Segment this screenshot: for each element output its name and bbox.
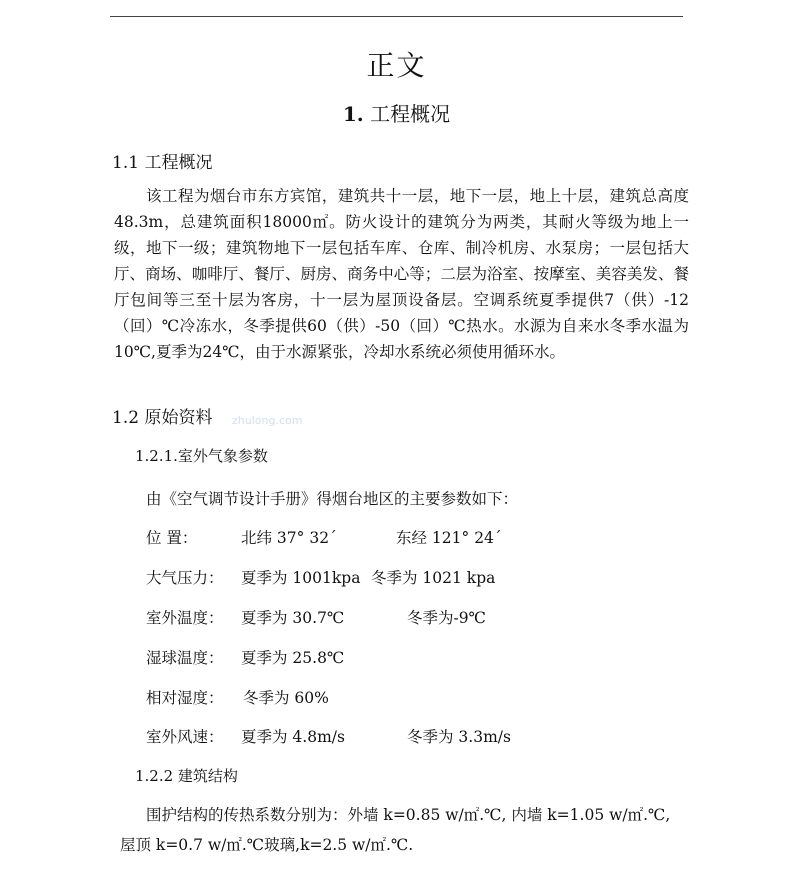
param-label: 大气压力： [146,569,224,587]
param-value-1: 夏季为 1001kpa [241,569,361,587]
param-label: 湿球温度： [146,649,224,667]
heading-1-2: 1.2 原始资料 [112,408,213,428]
param-value-1: 北纬 37° 32ˊ [241,529,337,547]
paragraph-1-2-2-line-2: 屋顶 k=0.7 w/㎡.℃玻璃,k=2.5 w/㎡.℃. [120,836,414,854]
section-1-title: 工程概况 [370,102,451,126]
param-value-2: 冬季为-9℃ [407,609,486,627]
header-rule [110,16,683,17]
heading-1-2-2: 1.2.2 建筑结构 [135,767,238,785]
intro-1-2-1: 由《空气调节设计手册》得烟台地区的主要参数如下： [146,490,519,508]
watermark: zhulong.com [232,414,303,427]
paragraph-1-1: 该工程为烟台市东方宾馆，建筑共十一层，地下一层，地上十层，建筑总高度48.3m，总建筑面积18000㎡。防火设计的建筑分为两类，其耐火等级为地上一级，地下一级；建筑物地下一层包括车库、仓库、制冷机房、水泵房；一层包括大厅、商场、咖啡厅、餐厅、厨房、商务中心等；二层为浴室、按摩室、美容美发、餐厅包间等三至十层为客房，十一层为屋顶设备层。空调系统夏季提供7（供）-12（回）℃冷冻水，冬季提供60（供）-50（回）℃热水。水源为自来水冬季水温为10℃,夏季为24℃，由于水源紧张，冷却水系统必须使用循环水。 [114,187,689,361]
param-label: 室外风速： [146,728,224,746]
param-label: 位 置： [146,529,198,547]
page-title: 正文 [366,49,427,82]
section-1-number: 1. [342,102,364,126]
heading-1-2-1: 1.2.1.室外气象参数 [135,447,268,465]
param-label: 室外温度： [146,609,224,627]
param-value-1: 夏季为 25.8℃ [241,649,345,667]
param-value-1: 冬季为 60% [243,689,329,707]
param-label: 相对湿度： [146,689,224,707]
paragraph-1-2-2-line-1: 围护结构的传热系数分别为：外墙 k=0.85 w/㎡.℃, 内墙 k=1.05 w/㎡.℃, [146,806,671,824]
param-value-2: 东经 121° 24ˊ [396,529,502,547]
param-value-1: 夏季为 30.7℃ [241,609,345,627]
param-value-2: 冬季为 3.3m/s [407,728,511,746]
section-1-heading [0,98,793,127]
param-value-2: 冬季为 1021 kpa [371,569,496,587]
param-value-1: 夏季为 4.8m/s [241,728,345,746]
heading-1-1: 1.1 工程概况 [112,153,213,173]
